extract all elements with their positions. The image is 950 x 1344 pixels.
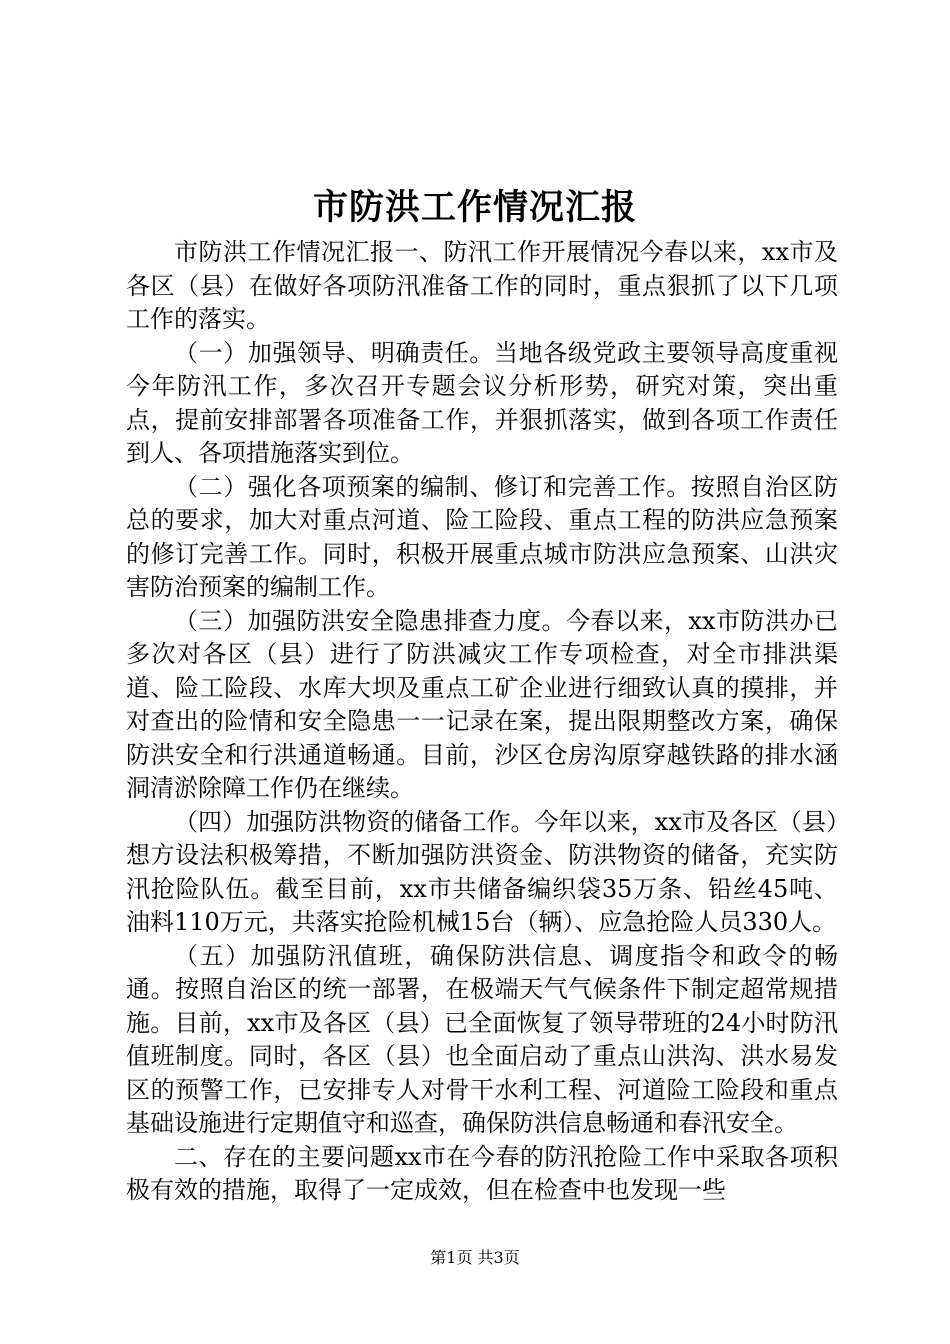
paragraph-section-4: （四）加强防洪物资的储备工作。今年以来，xx市及各区（县）想方设法积极筹措，不断加强防洪资金、防洪物资的储备，充实防汛抢险队伍。截至目前，xx市共储备编织袋35万条、铅丝45吨、油料110万元，共落实抢险机械15台（辆）、应急抢险人员330人。	[126, 807, 838, 936]
paragraph-intro: 市防洪工作情况汇报一、防汛工作开展情况今春以来，xx市及各区（县）在做好各项防汛准备工作的同时，重点狠抓了以下几项工作的落实。	[126, 238, 838, 333]
document-body	[126, 236, 838, 1208]
paragraph-section-5: （五）加强防汛值班，确保防洪信息、调度指令和政令的畅通。按照自治区的统一部署，在极端天气气候条件下制定超常规措施。目前，xx市及各区（县）已全面恢复了领导带班的24小时防汛值班制度。同时，各区（县）也全面启动了重点山洪沟、洪水易发区的预警工作，已安排专人对骨干水利工程、河道险工险段和重点基础设施进行定期值守和巡查，确保防洪信息畅通和春汛安全。	[126, 941, 838, 1137]
document-title: 市防洪工作情况汇报	[312, 187, 637, 228]
paragraph-section-2: （二）强化各项预案的编制、修订和完善工作。按照自治区防总的要求，加大对重点河道、险工险段、重点工程的防洪应急预案的修订完善工作。同时，积极开展重点城市防洪应急预案、山洪灾害防治预案的编制工作。	[126, 472, 838, 601]
page-number-footer: 第1页 共3页	[430, 1248, 520, 1267]
paragraph-section-1: （一）加强领导、明确责任。当地各级党政主要领导高度重视今年防汛工作，多次召开专题会议分析形势，研究对策，突出重点，提前安排部署各项准备工作，并狠抓落实，做到各项工作责任到人、各项措施落实到位。	[126, 338, 838, 467]
paragraph-section-3: （三）加强防洪安全隐患排查力度。今春以来，xx市防洪办已多次对各区（县）进行了防洪减灾工作专项检查，对全市排洪渠道、险工险段、水库大坝及重点工矿企业进行细致认真的摸排，并对查出的险情和安全隐患一一记录在案，提出限期整改方案，确保防洪安全和行洪通道畅通。目前，沙区仓房沟原穿越铁路的排水涵洞清淤除障工作仍在继续。	[126, 606, 838, 802]
paragraph-problems: 二、存在的主要问题xx市在今春的防汛抢险工作中采取各项积极有效的措施，取得了一定成效，但在检查中也发现一些	[126, 1142, 838, 1204]
